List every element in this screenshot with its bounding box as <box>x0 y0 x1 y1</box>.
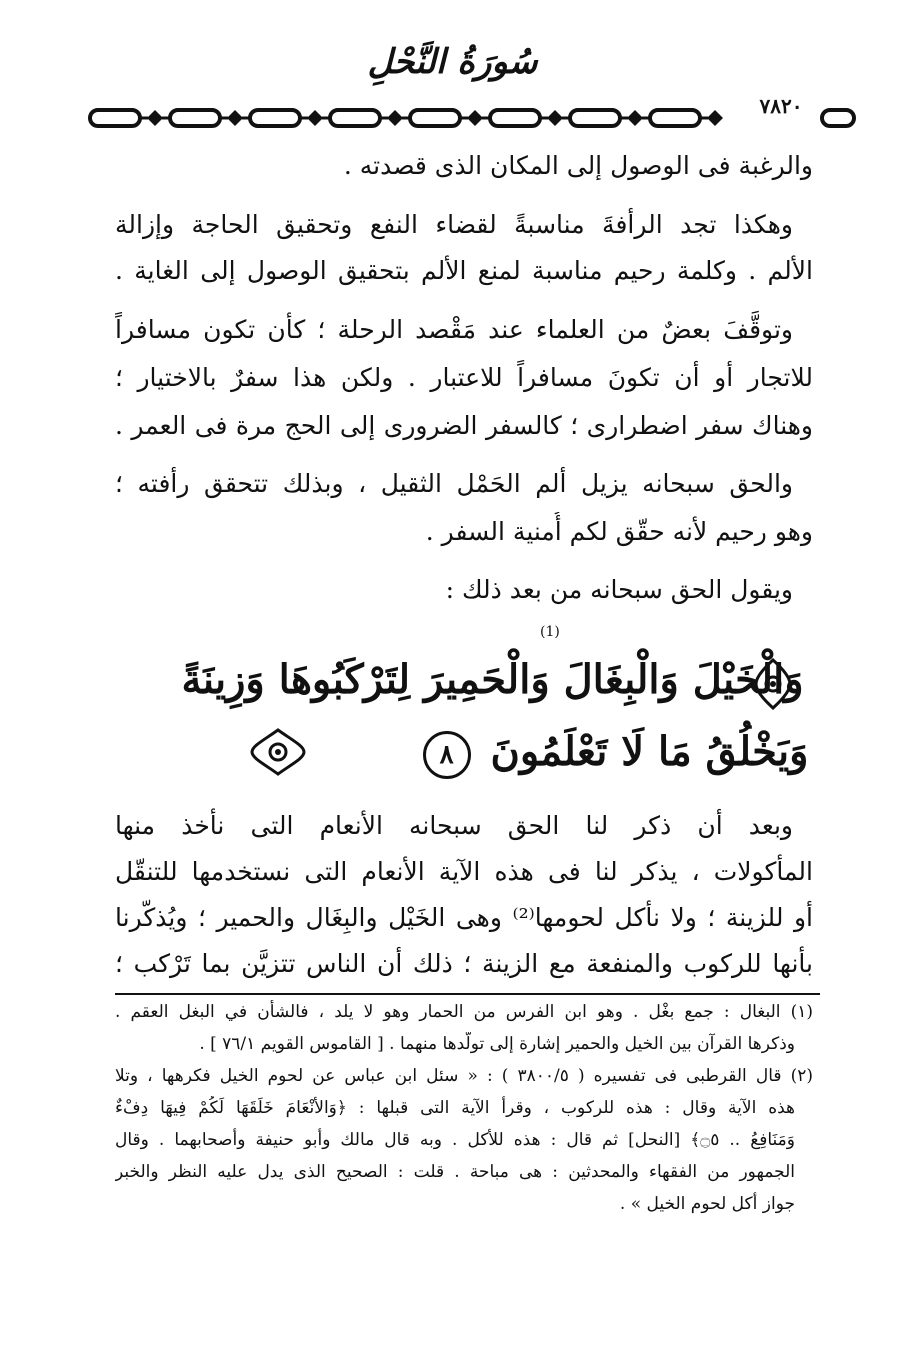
header-chain-end <box>818 104 858 132</box>
body-line: ويقول الحق سبحانه من بعد ذلك : <box>445 575 793 604</box>
footnote-line: الجمهور من الفقهاء والمحدثين : هى مباحة . قلت : الصحيح الذى يدل عليه النظر والخبر <box>115 1162 795 1182</box>
surah-title: سُورَةُ النَّحْلِ <box>367 42 538 82</box>
verse-line-2-text: وَيَخْلُقُ مَا لَا تَعْلَمُونَ <box>490 728 809 775</box>
verse-line-2 <box>0 722 905 782</box>
page-number: ٧٨٢٠ <box>759 94 803 118</box>
body-line: وبعد أن ذكر لنا الحق سبحانه الأنعام التى نأخذ منها <box>115 811 793 840</box>
body-line: المأكولات ، يذكر لنا فى هذه الآية الأنعام التى نستخدمها للتنقّل <box>115 857 813 886</box>
verse-close-ornament-icon <box>248 726 308 778</box>
footnote-line: (١) البغال : جمع بغْل . وهو ابن الفرس من الحمار وهو لا يلد ، فالشأن في البغل العقم . <box>115 1002 813 1022</box>
verse-line-1: وَالْخَيْلَ وَالْبِغَالَ وَالْحَمِيرَ لِتَرْكَبُوهَا وَزِينَةً <box>181 656 804 703</box>
ayah-number-badge: ٨ <box>423 731 471 779</box>
body-line: وهو رحيم لأنه حقّق لكم أُمنية السفر . <box>425 517 813 546</box>
footnote-line: هذه الآية وقال : هذه للركوب ، وقرأ الآية التى قبلها : ﴿وَالأَنْعَامَ خَلَقَهَا لَكُمْ فِيهَا دِفْءٌ <box>115 1098 795 1118</box>
body-line: بأنها للركوب والمنفعة مع الزينة ؛ ذلك أن الناس تتزيَّن بما تَرْكب ؛ <box>115 949 813 978</box>
footnote-separator <box>115 993 820 995</box>
body-line: والحق سبحانه يزيل ألم الحَمْل الثقيل ، وبذلك تتحقق رأفته ؛ <box>115 469 793 498</box>
footnote-line: (٢) قال القرطبى فى تفسيره ( ٣٨٠٠/٥ ) : « سئل ابن عباس عن لحوم الخيل فكرهها ، وتلا <box>115 1066 813 1086</box>
body-line: الألم . وكلمة رحيم مناسبة لمنع الألم بتحقيق الوصول إلى الغاية . <box>115 256 813 285</box>
body-line: وتوقَّفَ بعضٌ من العلماء عند مَقْصد الرحلة ؛ كأن تكون مسافراً <box>115 315 793 344</box>
header-chain-border <box>86 104 746 132</box>
footnote-line: وذكرها القرآن بين الخيل والحمير إشارة إلى تولُّدها منهما . [ القاموس القويم ٧٦/١ ] . <box>199 1034 795 1054</box>
body-line: وهكذا تجد الرأفةَ مناسبةً لقضاء النفع وتحقيق الحاجة وإزالة <box>115 210 793 239</box>
footnote-line: جواز أكل لحوم الخيل » . <box>619 1194 795 1214</box>
footnote-line: وَمَنَافِعُ .. ۝٥﴾ [النحل] ثم قال : هذه للأكل . وبه قال مالك وأبو حنيفة وأصحابهما . وقال <box>115 1130 795 1150</box>
body-line: وهناك سفر اضطرارى ؛ كالسفر الضرورى إلى الحج مرة فى العمر . <box>115 411 813 440</box>
body-line: أو للزينة ؛ ولا نأكل لحومها⁽²⁾ وهى الخَيْل والبِغَال والحمير ؛ ويُذكّرنا <box>115 903 813 932</box>
body-line: والرغبة فى الوصول إلى المكان الذى قصدته . <box>343 151 813 180</box>
verse-footnote-marker: (1) <box>540 624 560 640</box>
body-line: للاتجار أو أن تكونَ مسافراً للاعتبار . ولكن هذا سفرٌ بالاختيار ؛ <box>115 363 813 392</box>
